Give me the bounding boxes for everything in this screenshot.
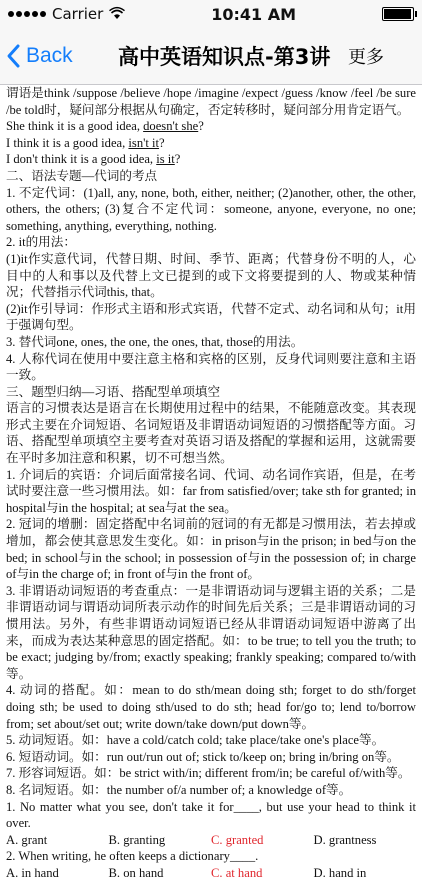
wifi-icon <box>109 8 125 20</box>
back-button[interactable] <box>0 44 73 68</box>
example-sentence: I think it is a good idea, isn't it? <box>6 135 165 150</box>
navigation-bar <box>0 28 422 85</box>
battery-fill <box>384 9 411 19</box>
question-options <box>6 832 416 849</box>
paragraph: 4. 人称代词在使用中要注意主格和宾格的区别，反身代词则要注意和主语一致。 <box>6 351 416 383</box>
example-sentence: She think it is a good idea, doesn't she? <box>6 119 204 134</box>
question-tag: doesn't she <box>143 119 199 134</box>
question: 1. No matter what you see, don't take it for____, but use your head to think it over. <box>6 799 416 831</box>
option: A. grant <box>6 832 48 847</box>
paragraph: 3. 替代词one, ones, the one, the ones, that, those的用法。 <box>6 334 304 349</box>
question-options <box>6 865 416 882</box>
paragraph: 4. 动词的搭配。如：mean to do sth/mean doing sth; forget to do sth/forget doing sth; be used to doing sth/used to do sth; head for/go to; lend to/borrow from; set about/set out; write down/take down/put down等。 <box>6 683 416 731</box>
question-tag: isn't it <box>128 135 160 150</box>
paragraph: 6. 短语动词。如：run out/run out of; stick to/keep on; bring in/bring on等。 <box>6 749 400 764</box>
carrier-area <box>8 5 125 23</box>
paragraph: 8. 名词短语。如：the number of/a number of; a knowledge of等。 <box>6 782 352 797</box>
section-heading: 三、题型归纳—习语、搭配型单项填空 <box>6 384 221 399</box>
paragraph: 2. it的用法： <box>6 235 76 250</box>
paragraph: (1)it作实意代词，代替日期、时间、季节、距离；代替身份不明的人，心目中的人和事以及代替上文已提到的或下文将要提到的人、物或某种情况；代替指示代词this, that。 <box>6 251 416 300</box>
paragraph: 1. 介词后的宾语：介词后面常接名词、代词、动名词作宾语，但是，在考试时要注意一些习惯用法。如：far from satisfied/over; take sth for granted; in hospital与in the hospital; at sea与at the sea。 <box>6 467 416 515</box>
back-label: Back <box>26 44 73 67</box>
page-title: 高中英语知识点-第3讲 <box>118 45 331 69</box>
question-tag: is it <box>156 152 175 167</box>
option: B. on hand <box>108 865 164 880</box>
paragraph: 谓语是think /suppose /believe /hope /imagine /expect /guess /know /feel /be sure /be told时，疑问部分根据从句确定，否定转移时，疑问部分用肯定语气。 <box>6 86 416 117</box>
paragraph: 5. 动词短语。如：have a cold/catch cold; take place/take one's place等。 <box>6 733 385 748</box>
article-content <box>0 85 422 882</box>
section-heading: 二、语法专题—代词的考点 <box>6 168 158 183</box>
paragraph: 2. 冠词的增删：固定搭配中名词前的冠词的有无都是习惯用法，若去掉或增加，都会使其意思发生变化。如：in prison与in the prison; in bed与on the bed; in school与in the school; in possession of与in the possession of; in charge of与in the charge of; in front of与in the front of。 <box>6 517 416 582</box>
paragraph: 语言的习惯表达是语言在长期使用过程中的结果，不能随意改变。其表现形式主要在介词短语、名词短语及非谓语动词短语的习惯搭配等方面。习语、搭配型单项填空主要考查对英语习语及搭配的掌握和运用，这就需要在平时多加注意和积累，切不可想当然。 <box>6 401 416 466</box>
option-answer: C. granted <box>211 832 264 847</box>
signal-icon <box>8 11 46 17</box>
option: D. grantness <box>313 832 377 847</box>
paragraph: 1. 不定代词：(1)all, any, none, both, either, neither; (2)another, other, the other, others, the others; (3)复合不定代词：someone, anyone, everyone, no one; something, anything, everything, nothing. <box>6 185 416 233</box>
chevron-left-icon <box>6 44 20 68</box>
paragraph: 3. 非谓语动词短语的考查重点：一是非谓语动词与逻辑主语的关系；二是非谓语动词与谓语动词所表示动作的时间先后关系；三是非谓语动词的习惯用法。另外，有些非谓语动词短语已经从非谓语动词短语中游离了出来，而成为表达某种意思的固定搭配。如：to be true; to tell you the truth; to be exact; judging by/from; exactly speaking; frankly speaking; compared to/with等。 <box>6 583 416 681</box>
status-bar <box>0 0 422 28</box>
more-button[interactable]: 更多 <box>348 47 384 68</box>
option: D. hand in <box>313 865 367 880</box>
carrier-label: Carrier <box>52 5 104 23</box>
paragraph: (2)it作引导词：作形式主语和形式宾语，代替不定式、动名词和从句；it用于强调句型。 <box>6 301 416 333</box>
status-time: 10:41 AM <box>211 4 297 24</box>
question: 2. When writing, he often keeps a dictionary____. <box>6 849 259 864</box>
option: A. in hand <box>6 865 59 880</box>
paragraph: 7. 形容词短语。如：be strict with/in; different from/in; be careful of/with等。 <box>6 766 411 781</box>
option-answer: C. at hand <box>211 865 263 880</box>
option: B. granting <box>108 832 166 847</box>
battery-icon <box>382 7 414 21</box>
example-sentence: I don't think it is a good idea, is it? <box>6 152 181 167</box>
